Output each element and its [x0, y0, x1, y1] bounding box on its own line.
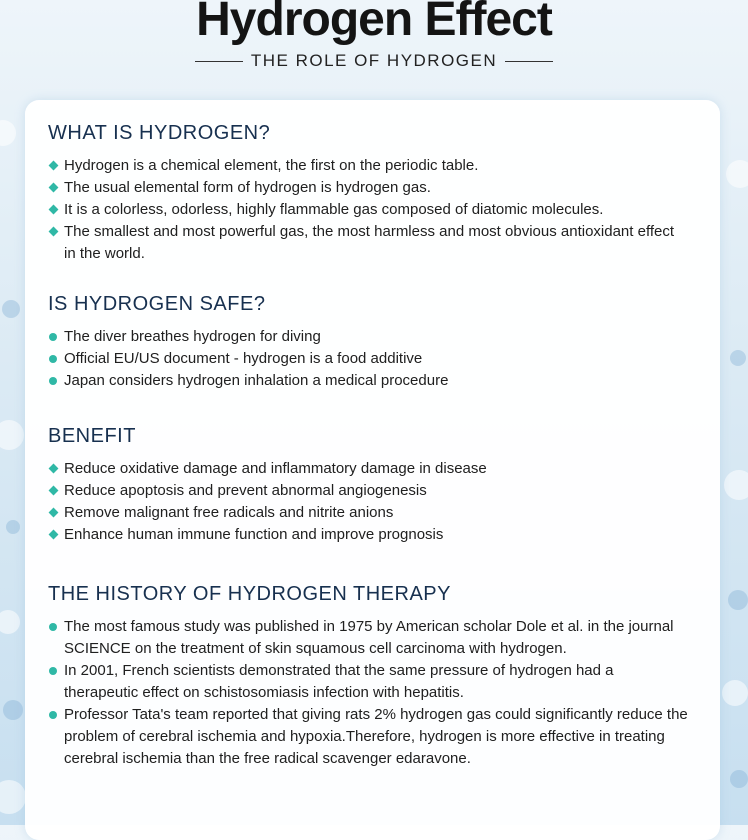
dot-bullet-icon: [49, 711, 57, 719]
diamond-bullet-icon: [49, 161, 59, 171]
section-history: [48, 581, 688, 770]
list-item-text: Professor Tata's team reported that giving rats 2% hydrogen gas could significantly reduce the problem of cerebral ischemia and hypoxia.Therefore, hydrogen is more effective in treating cerebral ischemia than the free radical scavenger edaravone.: [64, 706, 688, 767]
section-heading: WHAT IS HYDROGEN?: [48, 122, 271, 144]
list-item-text: Enhance human immune function and improve prognosis: [64, 526, 444, 543]
section-heading: THE HISTORY OF HYDROGEN THERAPY: [48, 583, 451, 605]
list-item: [48, 660, 688, 704]
list-item: [48, 458, 688, 480]
list-item: [48, 480, 688, 502]
list-item: [48, 199, 688, 221]
dot-bullet-icon: [49, 667, 57, 675]
subtitle-right-rule: [505, 61, 553, 62]
section-heading: IS HYDROGEN SAFE?: [48, 293, 266, 315]
list-item: [48, 326, 688, 348]
diamond-bullet-icon: [49, 486, 59, 496]
list-item-text: Reduce oxidative damage and inflammatory damage in disease: [64, 460, 487, 477]
section-benefit: [48, 423, 688, 546]
diamond-bullet-icon: [49, 205, 59, 215]
dot-bullet-icon: [49, 623, 57, 631]
list-item: [48, 221, 688, 265]
section-is-hydrogen-safe: [48, 291, 688, 392]
section-heading: BENEFIT: [48, 425, 136, 447]
list-item: [48, 155, 688, 177]
bullet-list: [48, 155, 688, 265]
bullet-list: [48, 326, 688, 392]
list-item: [48, 370, 688, 392]
list-item: [48, 524, 688, 546]
list-item-text: Hydrogen is a chemical element, the first on the periodic table.: [64, 157, 479, 174]
dot-bullet-icon: [49, 355, 57, 363]
page-title: Hydrogen Effect: [196, 0, 552, 46]
list-item-text: The most famous study was published in 1975 by American scholar Dole et al. in the journal SCIENCE on the treatment of skin squamous cell carcinoma with hydrogen.: [64, 618, 674, 657]
bullet-list: [48, 616, 688, 770]
list-item-text: The diver breathes hydrogen for diving: [64, 328, 321, 345]
list-item-text: Japan considers hydrogen inhalation a medical procedure: [64, 372, 449, 389]
section-what-is-hydrogen: [48, 120, 688, 265]
list-item: [48, 704, 688, 770]
list-item-text: The usual elemental form of hydrogen is hydrogen gas.: [64, 179, 431, 196]
bullet-list: [48, 458, 688, 546]
list-item: [48, 616, 688, 660]
subtitle-left-rule: [195, 61, 243, 62]
list-item-text: The smallest and most powerful gas, the most harmless and most obvious antioxidant effect in the world.: [64, 223, 675, 262]
page-header: [0, 0, 748, 90]
list-item: [48, 502, 688, 524]
dot-bullet-icon: [49, 333, 57, 341]
subtitle-row: [0, 50, 748, 72]
list-item: [48, 348, 688, 370]
list-item-text: Remove malignant free radicals and nitrite anions: [64, 504, 394, 521]
diamond-bullet-icon: [49, 464, 59, 474]
diamond-bullet-icon: [49, 227, 59, 237]
list-item: [48, 177, 688, 199]
list-item-text: Official EU/US document - hydrogen is a food additive: [64, 350, 423, 367]
list-item-text: It is a colorless, odorless, highly flammable gas composed of diatomic molecules.: [64, 201, 604, 218]
list-item-text: In 2001, French scientists demonstrated that the same pressure of hydrogen had a therapeutic effect on schistosomiasis infection with hepatitis.: [64, 662, 614, 701]
diamond-bullet-icon: [49, 530, 59, 540]
diamond-bullet-icon: [49, 183, 59, 193]
list-item-text: Reduce apoptosis and prevent abnormal angiogenesis: [64, 482, 427, 499]
dot-bullet-icon: [49, 377, 57, 385]
diamond-bullet-icon: [49, 508, 59, 518]
page-subtitle: THE ROLE OF HYDROGEN: [250, 51, 498, 70]
